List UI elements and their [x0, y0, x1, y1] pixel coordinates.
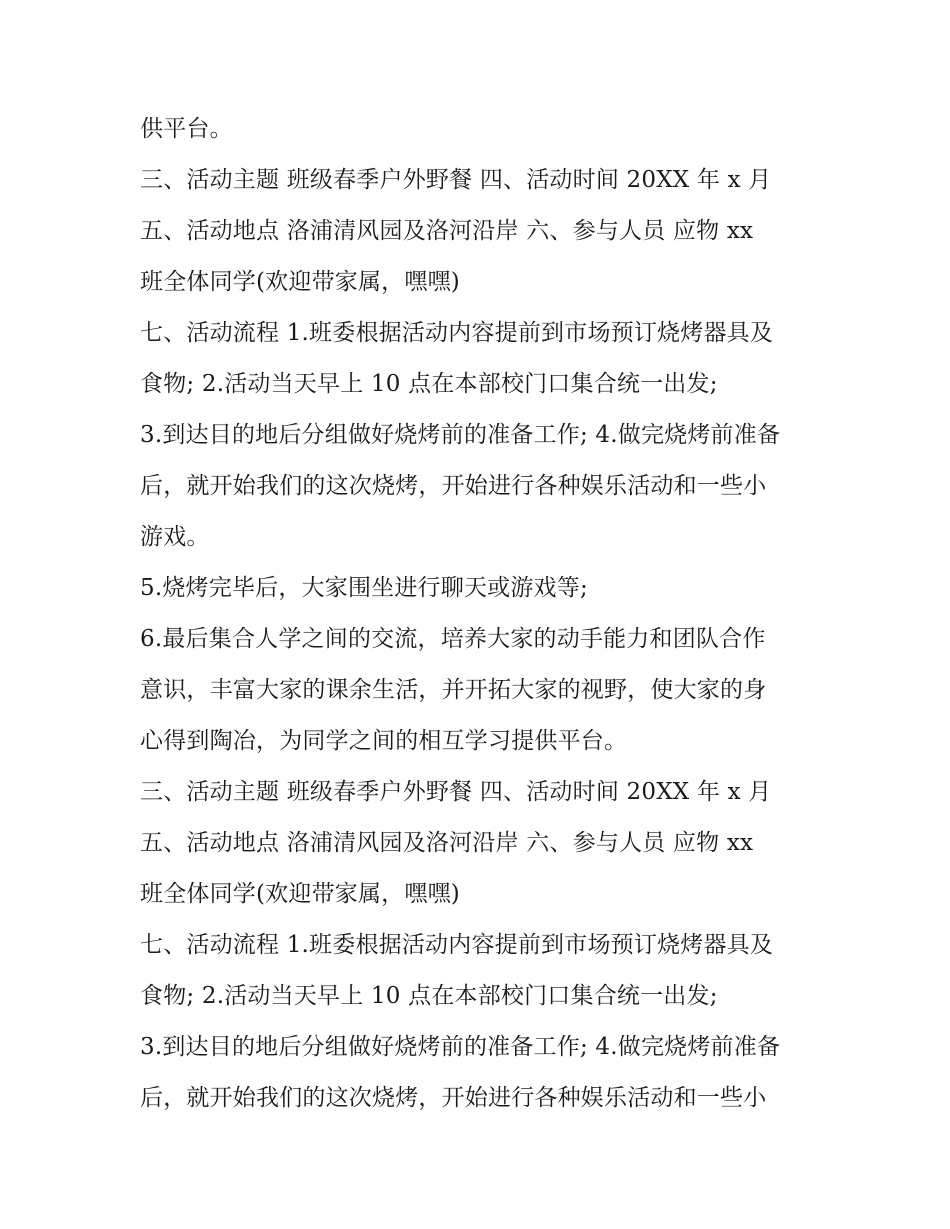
text-line: 意识，丰富大家的课余生活，并开拓大家的视野，使大家的身 [140, 677, 767, 703]
text-line: 3.到达目的地后分组做好烧烤前的准备工作; 4.做完烧烤前准备 [140, 1034, 781, 1060]
document-body [140, 104, 820, 1124]
text-line: 游戏。 [140, 524, 210, 550]
text-line: 五、活动地点 洛浦清风园及洛河沿岸 六、参与人员 应物 xx [140, 830, 754, 856]
text-line: 食物; 2.活动当天早上 10 点在本部校门口集合统一出发; [140, 983, 718, 1009]
text-line: 5.烧烤完毕后，大家围坐进行聊天或游戏等; [140, 575, 588, 601]
text-line: 心得到陶冶，为同学之间的相互学习提供平台。 [140, 728, 628, 754]
text-line: 6.最后集合人学之间的交流，培养大家的动手能力和团队合作 [140, 626, 766, 652]
text-line: 班全体同学(欢迎带家属，嘿嘿) [140, 269, 460, 295]
text-line: 三、活动主题 班级春季户外野餐 四、活动时间 20XX 年 x 月 [140, 779, 772, 805]
text-line: 食物; 2.活动当天早上 10 点在本部校门口集合统一出发; [140, 371, 718, 397]
text-line: 后，就开始我们的这次烧烤，开始进行各种娱乐活动和一些小 [140, 473, 767, 499]
text-line: 七、活动流程 1.班委根据活动内容提前到市场预订烧烤器具及 [140, 320, 774, 346]
text-line: 五、活动地点 洛浦清风园及洛河沿岸 六、参与人员 应物 xx [140, 218, 754, 244]
text-line: 供平台。 [140, 116, 233, 142]
text-line: 三、活动主题 班级春季户外野餐 四、活动时间 20XX 年 x 月 [140, 167, 772, 193]
text-line: 后，就开始我们的这次烧烤，开始进行各种娱乐活动和一些小 [140, 1085, 767, 1111]
text-line: 七、活动流程 1.班委根据活动内容提前到市场预订烧烤器具及 [140, 932, 774, 958]
text-line: 班全体同学(欢迎带家属，嘿嘿) [140, 881, 460, 907]
text-line: 3.到达目的地后分组做好烧烤前的准备工作; 4.做完烧烤前准备 [140, 422, 781, 448]
